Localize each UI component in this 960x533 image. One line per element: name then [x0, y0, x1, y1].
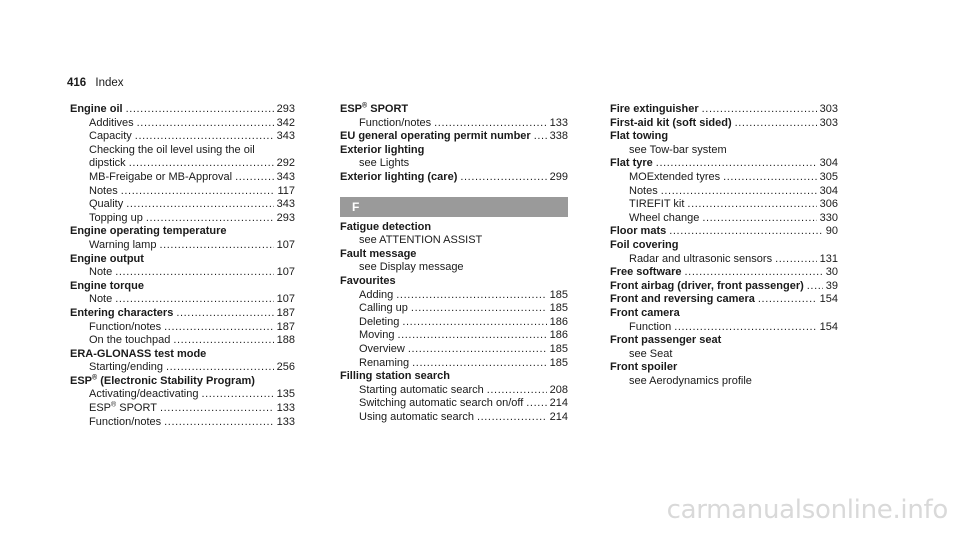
dot-leader: [735, 117, 817, 131]
dot-leader: [723, 171, 817, 185]
dot-leader: [164, 416, 273, 430]
entry-label: [610, 361, 677, 375]
index-see-reference: [340, 157, 568, 171]
index-subentry: [70, 157, 295, 171]
entry-label: [340, 248, 416, 262]
dot-leader: [687, 198, 816, 212]
registered-mark: ®: [362, 102, 368, 110]
entry-label-text: see Seat: [629, 347, 673, 360]
entry-label: [610, 307, 680, 321]
dot-leader: [702, 103, 817, 117]
entry-label: [340, 171, 457, 185]
entry-label-text: Starting automatic search: [359, 383, 484, 396]
page-reference: 305: [819, 170, 838, 183]
registered-mark: ®: [111, 401, 117, 409]
index-subentry: [70, 130, 295, 144]
page-reference: 135: [276, 388, 295, 401]
index-entry: [70, 103, 295, 117]
entry-label-text: Quality: [89, 198, 124, 211]
page-reference: 188: [276, 334, 295, 347]
index-entry: [340, 370, 568, 384]
entry-label-text: MB-Freigabe or MB-Approval: [89, 170, 233, 183]
dot-leader: [115, 293, 273, 307]
dot-leader: [160, 402, 274, 416]
entry-label-text: Deleting: [359, 315, 400, 328]
index-entry: [340, 130, 568, 144]
index-subentry: [340, 357, 568, 371]
entry-label-text: Filling station search: [340, 370, 451, 383]
dot-leader: [166, 361, 274, 375]
dot-leader: [758, 293, 817, 307]
index-entry: [610, 293, 838, 307]
entry-label: [629, 212, 699, 226]
entry-label-text: On the touchpad: [89, 334, 171, 347]
entry-label: [359, 397, 523, 411]
page-reference: 154: [819, 293, 838, 306]
index-entry: [70, 280, 295, 294]
entry-label: [70, 375, 255, 389]
entry-label-text: see Lights: [359, 157, 410, 170]
entry-label: [89, 416, 161, 430]
index-subentry: [70, 171, 295, 185]
entry-label-text: Entering characters: [70, 306, 174, 319]
index-subentry: [70, 117, 295, 131]
index-entry: [340, 144, 568, 158]
entry-label: [89, 361, 163, 375]
entry-label-text: Front airbag (driver, front passenger): [610, 279, 804, 292]
page-reference: 107: [276, 266, 295, 279]
entry-label: [610, 334, 721, 348]
index-subentry: [70, 334, 295, 348]
page-reference: 208: [549, 383, 568, 396]
entry-label-text: Notes: [89, 184, 118, 197]
entry-label-text: Fatigue detection: [340, 220, 432, 233]
entry-label-text: ESP: [70, 374, 93, 387]
index-entry: [70, 253, 295, 267]
entry-label: [340, 130, 531, 144]
page-reference: 107: [276, 238, 295, 251]
entry-label: [89, 266, 112, 280]
index-entry: [340, 103, 568, 117]
entry-label: [610, 117, 732, 131]
entry-label-text: MOExtended tyres: [629, 170, 721, 183]
entry-label-suffix: (Electronic Stability Program): [97, 374, 255, 387]
entry-label-text: Warning lamp: [89, 238, 157, 251]
entry-label: [70, 225, 226, 239]
entry-label-text: Fire extinguisher: [610, 103, 699, 115]
dot-leader: [129, 157, 274, 171]
entry-label-text: see ATTENTION ASSIST: [359, 234, 483, 247]
entry-label-text: Starting/ending: [89, 361, 163, 374]
entry-label: [89, 402, 157, 416]
entry-label-text: Renaming: [359, 356, 410, 369]
index-entry: [610, 280, 838, 294]
index-subentry: [70, 416, 295, 430]
dot-leader: [126, 198, 273, 212]
index-subentry: [70, 388, 295, 402]
index-subentry: [610, 253, 838, 267]
watermark-text: carmanualsonline.info: [666, 495, 948, 525]
index-subentry: [340, 411, 568, 425]
entry-label: [340, 370, 450, 384]
dot-leader: [402, 316, 546, 330]
dot-leader: [656, 157, 817, 171]
page-reference: 185: [549, 288, 568, 301]
page-reference: 30: [825, 266, 838, 279]
entry-label: [89, 388, 198, 402]
entry-label: [70, 307, 173, 321]
page-reference: 187: [276, 320, 295, 333]
entry-label: [359, 157, 409, 171]
section-title: Index: [95, 77, 124, 89]
page-reference: 154: [819, 320, 838, 333]
page-reference: 343: [276, 130, 295, 143]
entry-label-text: Fault message: [340, 247, 417, 260]
page-reference: 304: [819, 184, 838, 197]
entry-label: [629, 185, 658, 199]
index-subentry: [340, 384, 568, 398]
entry-label: [89, 144, 255, 158]
entry-label: [70, 348, 206, 362]
page-reference: 330: [819, 211, 838, 224]
entry-label-text: Activating/deactivating: [89, 388, 199, 401]
index-entry: [340, 221, 568, 235]
entry-label: [89, 171, 232, 185]
dot-leader: [408, 343, 547, 357]
index-entry: [610, 307, 838, 321]
entry-label-text: Engine oil: [70, 103, 123, 115]
index-subentry-continued: [70, 144, 295, 158]
entry-label-text: Function/notes: [89, 320, 162, 333]
entry-label-text: Moving: [359, 329, 395, 342]
entry-label: [359, 357, 409, 371]
index-see-reference: [610, 348, 838, 362]
page-reference: 293: [276, 103, 295, 115]
entry-label: [610, 225, 666, 239]
entry-label: [359, 343, 405, 357]
page-reference: 90: [825, 225, 838, 238]
entry-label-text: Engine torque: [70, 279, 144, 292]
page-reference: 186: [549, 315, 568, 328]
entry-label-text: ESP: [340, 103, 363, 115]
dot-leader: [115, 266, 273, 280]
page-reference: 133: [276, 415, 295, 428]
page-reference: 306: [819, 198, 838, 211]
page-reference: 343: [276, 170, 295, 183]
dot-leader: [807, 280, 823, 294]
page-reference: 256: [276, 361, 295, 374]
entry-label: [89, 117, 134, 131]
entry-label: [629, 253, 772, 267]
entry-label-text: Favourites: [340, 274, 396, 287]
page-number: 416: [67, 77, 87, 89]
index-subentry: [340, 117, 568, 131]
entry-label-text: Front and reversing camera: [610, 293, 755, 306]
entry-label-text: Checking the oil level using the oil: [89, 143, 255, 156]
entry-label-text: Using automatic search: [359, 410, 474, 423]
page-reference: 214: [549, 410, 568, 423]
index-subentry: [340, 316, 568, 330]
entry-label-text: Exterior lighting (care): [340, 170, 458, 183]
entry-label-text: ESP: [89, 402, 112, 415]
index-see-reference: [340, 234, 568, 248]
entry-label-text: TIREFIT kit: [629, 198, 685, 211]
index-letter-heading: F: [340, 197, 568, 217]
page-reference: 303: [819, 116, 838, 129]
page-reference: 117: [277, 184, 295, 197]
index-column-3: [610, 103, 838, 388]
entry-label: [89, 321, 161, 335]
entry-label: [629, 321, 671, 335]
index-entry: [610, 157, 838, 171]
entry-label: [610, 293, 755, 307]
entry-label-text: Calling up: [359, 302, 408, 315]
entry-label-text: First-aid kit (soft sided): [610, 116, 732, 129]
entry-label: [89, 130, 132, 144]
entry-label-text: Notes: [629, 184, 658, 197]
index-subentry: [70, 198, 295, 212]
entry-label-text: Additives: [89, 116, 134, 129]
page-reference: 133: [276, 402, 295, 415]
index-column-2: [340, 103, 568, 424]
entry-label-text: Radar and ultrasonic sensors: [629, 252, 773, 265]
index-subentry: [70, 293, 295, 307]
entry-label-text: Flat tyre: [610, 157, 653, 170]
entry-label: [629, 375, 752, 389]
page-header: [67, 77, 124, 89]
entry-label: [359, 302, 408, 316]
entry-label-text: see Aerodynamics profile: [629, 374, 752, 387]
index-entry: [610, 361, 838, 375]
dot-leader: [235, 171, 274, 185]
entry-label-suffix: SPORT: [116, 402, 157, 415]
dot-leader: [137, 117, 274, 131]
index-entry: [610, 266, 838, 280]
index-subentry: [340, 329, 568, 343]
entry-label-text: Switching automatic search on/off: [359, 397, 524, 410]
entry-label: [610, 280, 804, 294]
index-subentry: [610, 212, 838, 226]
entry-label-text: Wheel change: [629, 211, 700, 224]
index-subentry: [340, 397, 568, 411]
dot-leader: [434, 117, 546, 131]
dot-leader: [460, 171, 546, 185]
entry-label: [89, 334, 170, 348]
index-entry: [610, 225, 838, 239]
entry-label: [629, 144, 727, 158]
entry-label-text: see Display message: [359, 261, 464, 274]
entry-label-text: Front passenger seat: [610, 334, 722, 347]
entry-label: [610, 130, 668, 144]
entry-label-text: Function/notes: [359, 116, 432, 129]
entry-label: [89, 293, 112, 307]
dot-leader: [685, 266, 823, 280]
index-entry: [340, 248, 568, 262]
index-subentry: [610, 185, 838, 199]
page-reference: 304: [819, 157, 838, 170]
entry-label-text: Overview: [359, 342, 405, 355]
index-subentry: [340, 302, 568, 316]
entry-label: [359, 261, 464, 275]
dot-leader: [526, 397, 546, 411]
index-column-1: [70, 103, 295, 429]
index-entry: [610, 334, 838, 348]
index-entry: [610, 239, 838, 253]
entry-label-text: Exterior lighting: [340, 143, 425, 156]
entry-label-text: Engine output: [70, 252, 144, 265]
entry-label: [359, 329, 394, 343]
index-subentry: [610, 198, 838, 212]
entry-label: [629, 348, 672, 362]
entry-label: [340, 103, 408, 117]
dot-leader: [674, 321, 816, 335]
dot-leader: [661, 185, 817, 199]
entry-label-text: Front spoiler: [610, 361, 678, 374]
entry-label: [340, 275, 396, 289]
dot-leader: [775, 253, 817, 267]
entry-label: [89, 198, 123, 212]
entry-label: [89, 212, 143, 226]
dot-leader: [396, 289, 546, 303]
index-subentry: [70, 402, 295, 416]
page-reference: 185: [549, 342, 568, 355]
entry-label: [629, 198, 684, 212]
entry-label: [610, 157, 653, 171]
dot-leader: [135, 130, 274, 144]
page-reference: 338: [549, 130, 568, 143]
dot-leader: [411, 302, 547, 316]
entry-label-text: Front camera: [610, 306, 680, 319]
entry-label: [359, 411, 474, 425]
entry-label: [610, 239, 678, 253]
page-reference: 107: [276, 293, 295, 306]
page-reference: 133: [549, 116, 568, 129]
index-subentry: [340, 289, 568, 303]
index-subentry: [70, 361, 295, 375]
page-reference: 343: [276, 198, 295, 211]
index-subentry: [70, 321, 295, 335]
dot-leader: [702, 212, 816, 226]
index-see-reference: [610, 375, 838, 389]
entry-label: [610, 103, 699, 117]
dot-leader: [173, 334, 273, 348]
entry-label-text: Foil covering: [610, 238, 679, 251]
registered-mark: ®: [92, 374, 98, 382]
entry-label: [629, 171, 720, 185]
entry-label-text: Function/notes: [89, 415, 162, 428]
entry-label-text: Note: [89, 293, 113, 306]
entry-label: [359, 117, 431, 131]
entry-label-text: Adding: [359, 288, 394, 301]
entry-label: [70, 253, 144, 267]
page-reference: 293: [276, 211, 295, 224]
dot-leader: [121, 185, 275, 199]
dot-leader: [669, 225, 823, 239]
index-see-reference: [340, 261, 568, 275]
index-entry: [70, 307, 295, 321]
index-entry: [610, 130, 838, 144]
entry-label: [70, 280, 144, 294]
dot-leader: [201, 388, 273, 402]
index-subentry: [340, 343, 568, 357]
entry-label-text: dipstick: [89, 157, 126, 170]
index-subentry: [70, 239, 295, 253]
dot-leader: [412, 357, 547, 371]
dot-leader: [126, 103, 274, 117]
entry-label: [340, 144, 424, 158]
page-reference: 303: [819, 103, 838, 115]
page-reference: 131: [819, 252, 838, 265]
entry-label-text: Capacity: [89, 130, 132, 143]
entry-label-suffix: SPORT: [367, 103, 409, 115]
entry-label-text: EU general operating permit number: [340, 130, 531, 143]
index-see-reference: [610, 144, 838, 158]
entry-label-text: Floor mats: [610, 225, 667, 238]
dot-leader: [146, 212, 274, 226]
entry-label: [359, 289, 393, 303]
dot-leader: [176, 307, 273, 321]
entry-label: [359, 234, 482, 248]
page-reference: 186: [549, 329, 568, 342]
page-reference: 214: [549, 397, 568, 410]
page-reference: 292: [276, 157, 295, 170]
dot-leader: [397, 329, 546, 343]
index-subentry: [70, 266, 295, 280]
entry-label-text: see Tow-bar system: [629, 143, 727, 156]
index-entry: [340, 171, 568, 185]
index-subentry: [610, 321, 838, 335]
entry-label: [359, 316, 399, 330]
index-entry: [340, 275, 568, 289]
page-reference: 185: [549, 302, 568, 315]
entry-label: [89, 157, 126, 171]
entry-label: [89, 185, 118, 199]
index-entry: [70, 348, 295, 362]
dot-leader: [534, 130, 547, 144]
entry-label-text: Topping up: [89, 211, 143, 224]
dot-leader: [477, 411, 547, 425]
index-subentry: [610, 171, 838, 185]
entry-label-text: Note: [89, 266, 113, 279]
page-reference: 299: [549, 170, 568, 183]
entry-label: [359, 384, 484, 398]
index-subentry: [70, 185, 295, 199]
entry-label-text: ERA-GLONASS test mode: [70, 347, 207, 360]
index-entry: [70, 375, 295, 389]
index-entry: [610, 117, 838, 131]
dot-leader: [487, 384, 547, 398]
entry-label: [70, 103, 123, 117]
entry-label-text: Engine operating temperature: [70, 225, 227, 238]
page-reference: 342: [276, 116, 295, 129]
page-reference: 39: [825, 279, 838, 292]
index-subentry: [70, 212, 295, 226]
index-entry: [610, 103, 838, 117]
entry-label: [610, 266, 682, 280]
page-reference: 185: [549, 356, 568, 369]
entry-label-text: Function: [629, 320, 672, 333]
dot-leader: [159, 239, 273, 253]
dot-leader: [164, 321, 273, 335]
page-reference: 187: [276, 306, 295, 319]
entry-label: [340, 221, 431, 235]
index-entry: [70, 225, 295, 239]
entry-label-text: Free software: [610, 266, 682, 279]
entry-label-text: Flat towing: [610, 130, 669, 143]
entry-label: [89, 239, 156, 253]
